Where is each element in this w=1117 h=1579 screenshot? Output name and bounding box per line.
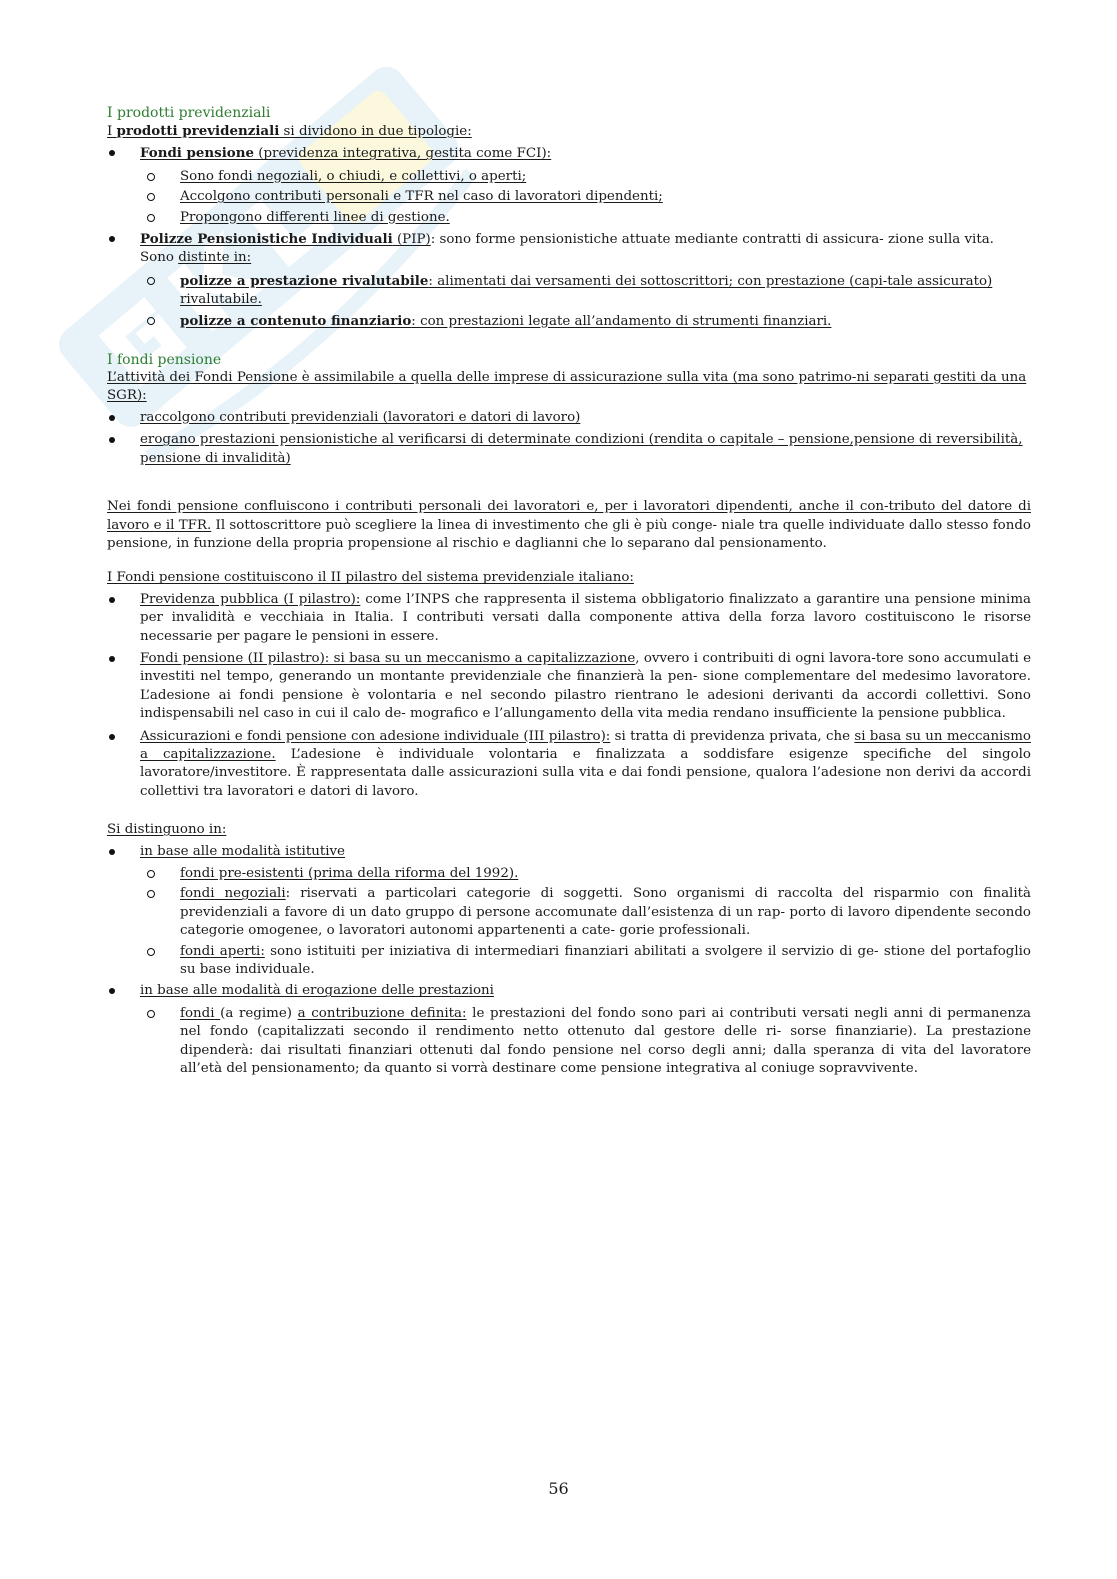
- section-intro: I prodotti previdenziali si dividono in due tipologie:: [107, 123, 472, 139]
- page-number: 56: [548, 1479, 569, 1498]
- fondi-intro: L’attività dei Fondi Pensione è assimilabile a quella delle imprese di assicurazione sulla vita (ma sono patrimo-ni separati gestiti da una SGR):: [107, 370, 1027, 404]
- contributi-paragraph: Nei fondi pensione confluiscono i contributi personali dei lavoratori e, per i lavoratori dipendenti, anche il con-tributo del datore di lavoro e il TFR. Il sottoscrittore può scegliere la linea di investimento che gli è più conge- niale tra quelle individuate dallo stesso fondo pensione, in funzione della propria propensione al rischio e daglianni che lo separano dal pensionamento.: [107, 499, 1031, 551]
- fondi-pensione-sublist: [107, 168, 1031, 227]
- list-item: fondi negoziali: riservati a particolari categorie di soggetti. Sono organismi di raccolta del risparmio con finalità previdenziali a favore di un dato gruppo di persone accomunate dall’esistenza di un rap- porto di lavoro dipendente secondo categorie omogenee, o lavoratori autonomi appartenenti a cate- gorie professionali.: [140, 885, 1031, 940]
- page-content: [107, 104, 1031, 1080]
- pip-sublist: [107, 272, 1031, 331]
- list-item: Previdenza pubblica (I pilastro): come l’INPS che rappresenta il sistema obbligatorio finalizzato a garantire una pensione minima per invalidità e vecchiaia in Italia. I contributi versati dalla componente attiva della forza lavoro costituiscono le risorse necessarie per pagare le pensioni in essere.: [107, 591, 1031, 646]
- section-heading-prodotti: I prodotti previdenziali: [107, 105, 271, 121]
- list-item: in base alle modalità di erogazione delle prestazioni: [107, 982, 1031, 1000]
- product-types-list: [107, 144, 1031, 163]
- product-types-list-2: [107, 230, 1031, 268]
- list-item: polizze a contenuto finanziario: con prestazioni legate all’andamento di strumenti finanziari.: [140, 312, 1031, 331]
- section-heading-fondi: I fondi pensione: [107, 352, 222, 369]
- fondi-activities-list: [107, 409, 1031, 468]
- list-item: in base alle modalità istitutive: [107, 843, 1031, 861]
- list-item: Propongono differenti linee di gestione.: [140, 209, 1031, 227]
- list-item: fondi pre-esistenti (prima della riforma del 1992).: [140, 865, 1031, 883]
- modalita-istitutive-sublist: [107, 865, 1031, 979]
- distinguish-list-2: [107, 982, 1031, 1000]
- list-item: Fondi pensione (II pilastro): si basa su un meccanismo a capitalizzazione, ovvero i contribuiti di ogni lavora-tore sono accumulati e investiti nel tempo, generando un montante previdenziale che finanzierà la pen- sione complementare del medesimo lavoratore. L’adesione ai fondi pensione è volontaria e nel secondo pilastro rientrano le adesioni derivanti da accordi collettivi. Sono indispensabili nel caso in cui il calo de- mografico e l’allungamento della vita media rendano insufficiente la pensione pubblica.: [107, 650, 1031, 724]
- list-item: fondi aperti: sono istituiti per iniziativa di intermediari finanziari abilitati a svolgere il servizio di ge- stione del portafoglio su base individuale.: [140, 943, 1031, 980]
- list-item: Sono fondi negoziali, o chiudi, e collettivi, o aperti;: [140, 168, 1031, 186]
- pillars-list: [107, 591, 1031, 801]
- list-item: polizze a prestazione rivalutabile: alimentati dai versamenti dei sottoscrittori; con prestazione (capi-tale assicurato) rivalutabile.: [140, 272, 1031, 310]
- modalita-erogazione-sublist: [107, 1005, 1031, 1079]
- list-item: fondi (a regime) a contribuzione definita: le prestazioni del fondo sono pari ai contributi versati negli anni di permanenza nel fondo (capitalizzati secondo il rendimento netto ottenuto dal gestore delle ri- sorse finanziarie). La prestazione dipenderà: dai risultati finanziari ottenuti dal fondo pensione nel corso degli anni; dalla speranza di vita del lavoratore all’età del pensionamento; da quanto si vorrà destinare come pensione integrativa al coniuge sopravvivente.: [140, 1005, 1031, 1079]
- list-item: Assicurazioni e fondi pensione con adesione individuale (III pilastro): si tratta di previdenza privata, che si basa su un meccanismo a capitalizzazione. L’adesione è individuale volontaria e finalizzata a soddisfare esigenze specifiche del singolo lavoratore/investitore. È rappresentata dalle assicurazioni sulla vita e dai fondi pensione, qualora l’adesione non derivi da accordi collettivi tra lavoratori e datori di lavoro.: [107, 728, 1031, 802]
- distinguish-intro: Si distinguono in:: [107, 822, 227, 838]
- pillars-intro: I Fondi pensione costituiscono il II pilastro del sistema previdenziale italiano:: [107, 570, 634, 586]
- list-item: raccolgono contributi previdenziali (lavoratori e datori di lavoro): [107, 409, 1031, 427]
- list-item: Accolgono contributi personali e TFR nel caso di lavoratori dipendenti;: [140, 188, 1031, 206]
- list-item: Polizze Pensionistiche Individuali (PIP): sono forme pensionistiche attuate mediante contratti di assicura- zione sulla vita. Sono distinte in:: [107, 230, 1031, 268]
- distinguish-list-1: [107, 843, 1031, 861]
- list-item: Fondi pensione (previdenza integrativa, gestita come FCI):: [107, 144, 1031, 163]
- list-item: erogano prestazioni pensionistiche al verificarsi di determinate condizioni (rendita o capitale – pensione,pensione di reversibilità, pensione di invalidità): [107, 431, 1031, 468]
